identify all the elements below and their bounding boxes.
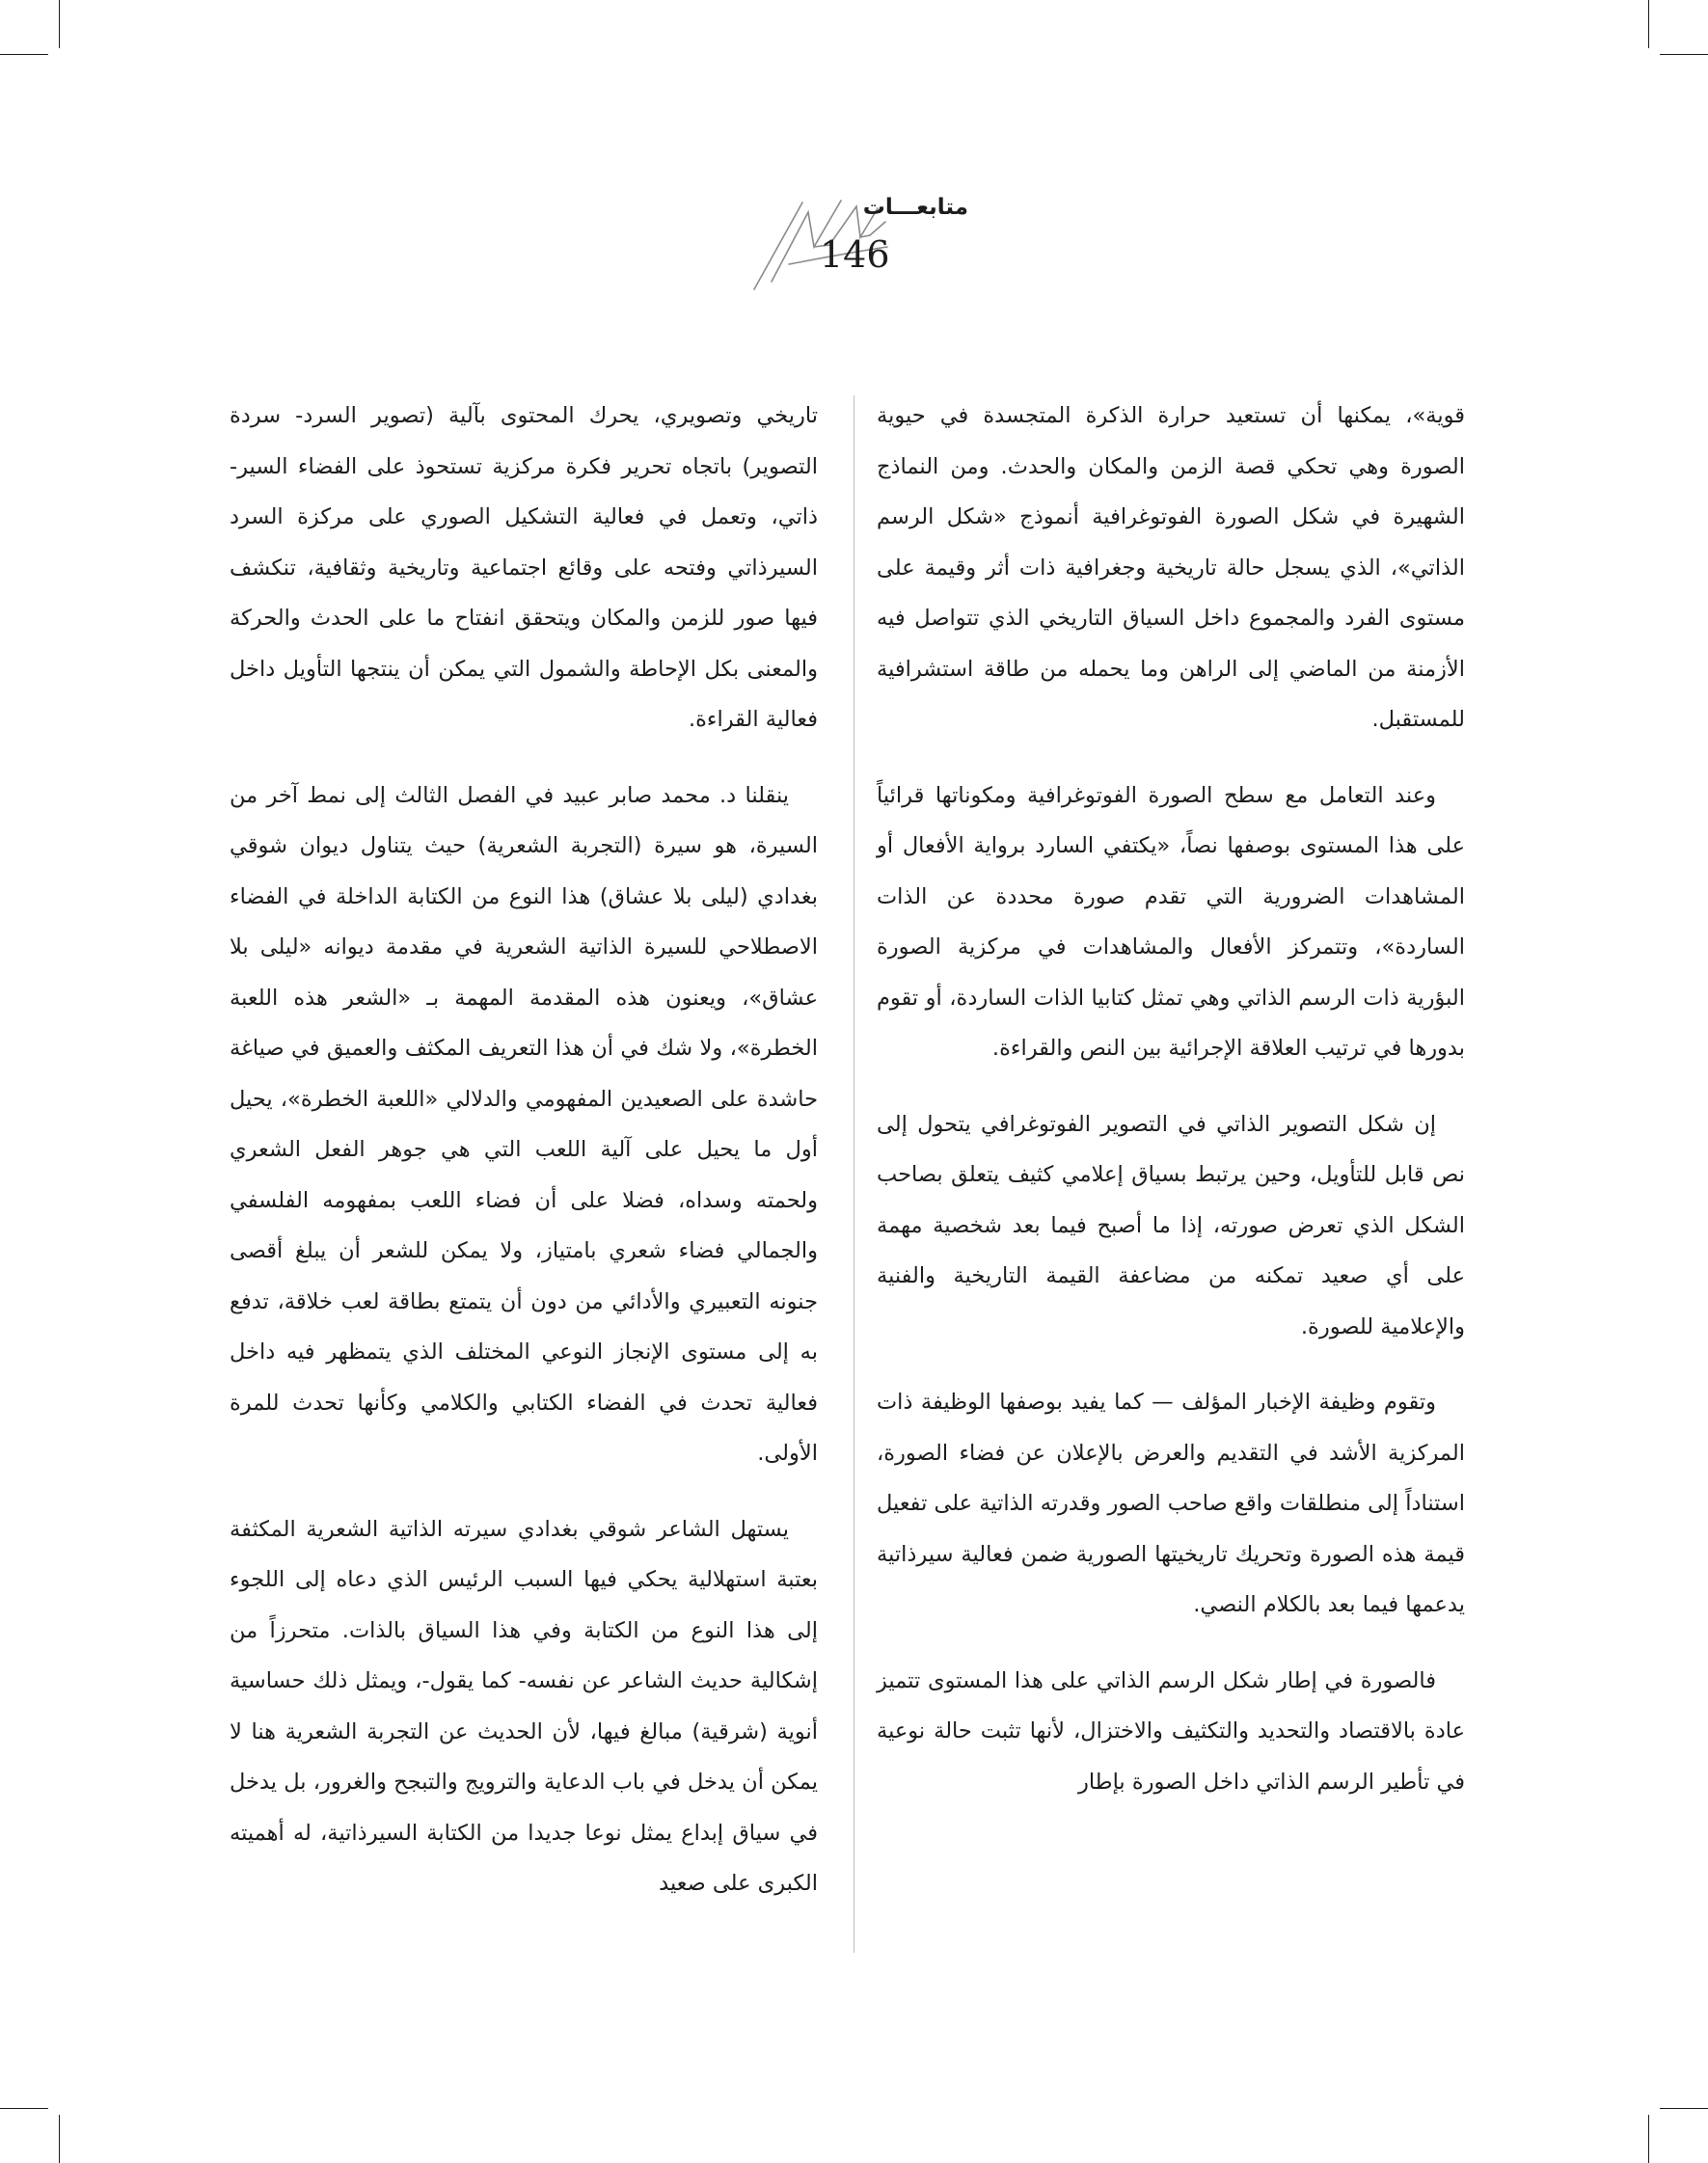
paragraph: فالصورة في إطار شكل الرسم الذاتي على هذا المستوى تتميز عادة بالاقتصاد والتحديد والتكثيف والاختزال، لأنها تثبت حالة نوعية في تأطير الرسم الذاتي داخل الصورة بإطار bbox=[877, 1667, 1465, 1795]
crop-mark bbox=[1660, 54, 1708, 55]
paragraph: قوية»، يمكنها أن تستعيد حرارة الذكرة المتجسدة في حيوية الصورة وهي تحكي قصة الزمن والمكان والحدث. ومن النماذج الشهيرة في شكل الصورة الفوتوغرافية أنموذج «شكل الرسم الذاتي»، الذي يسجل حالة تاريخية وجغرافية ذات أثر وقيمة على مستوى الفرد والمجموع داخل السياق التاريخي الذي تتواصل فيه الأزمنة من الماضي إلى الراهن وما يحمله من طاقة استشرافية للمستقبل. bbox=[877, 403, 1465, 732]
paragraph: تاريخي وتصويري، يحرك المحتوى بآلية (تصوير السرد- سردة التصوير) باتجاه تحرير فكرة مركزية تستحوذ على الفضاء السير- ذاتي، وتعمل في فعالية التشكيل الصوري على مركزة السرد السيرذاتي وفتحه على وقائع اجتماعية وتاريخية وثقافية، تنكشف فيها صور للزمن والمكان ويتحقق انفتاح ما على الحدث والحركة والمعنى بكل الإحاطة والشمول التي يمكن أن ينتجها التأويل داخل فعالية القراءة. bbox=[230, 403, 818, 732]
left-column bbox=[230, 391, 818, 1934]
right-column bbox=[877, 391, 1465, 1832]
crop-mark bbox=[59, 2115, 60, 2163]
paragraph: إن شكل التصوير الذاتي في التصوير الفوتوغرافي يتحول إلى نص قابل للتأويل، وحين يرتبط بسياق إعلامي كثيف يتعلق بصاحب الشكل الذي تعرض صورته، إذا ما أصبح فيما بعد شخصية مهمة على أي صعيد تمكنه من مضاعفة القيمة التاريخية والفنية والإعلامية للصورة. bbox=[877, 1111, 1465, 1339]
page-number: 146 bbox=[820, 233, 890, 276]
page-header bbox=[733, 189, 984, 295]
paragraph: يستهل الشاعر شوقي بغدادي سيرته الذاتية الشعرية المكثفة بعتبة استهلالية يحكي فيها السبب الرئيس الذي دعاه إلى اللجوء إلى هذا النوع من الكتابة وفي هذا السياق بالذات. متحرزاً من إشكالية حديث الشاعر عن نفسه- كما يقول-، ويمثل ذلك حساسية أنوية (شرقية) مبالغ فيها، لأن الحديث عن التجربة الشعرية هنا لا يمكن أن يدخل في باب الدعاية والترويج والتبجح والغرور، بل يدخل في سياق إبداع يمثل نوعا جديدا من الكتابة السيرذاتية، له أهميته الكبرى على صعيد bbox=[230, 1516, 818, 1896]
section-label: متابعـــات bbox=[862, 195, 968, 220]
paragraph: ينقلنا د. محمد صابر عبيد في الفصل الثالث إلى نمط آخر من السيرة، هو سيرة (التجربة الشعرية) حيث يتناول ديوان شوقي بغدادي (ليلى بلا عشاق) هذا النوع من الكتابة الداخلة في الفضاء الاصطلاحي للسيرة الذاتية الشعرية في مقدمة ديوانه «ليلى بلا عشاق»، ويعنون هذه المقدمة المهمة بـ «الشعر هذه اللعبة الخطرة»، ولا شك في أن هذا التعريف المكثف والعميق في صياغة حاشدة على الصعيدين المفهومي والدلالي «اللعبة الخطرة»، يحيل أول ما يحيل على آلية اللعب التي هي جوهر الفعل الشعري ولحمته وسداه، فضلا على أن فضاء اللعب بمفهومه الفلسفي والجمالي فضاء شعري بامتياز، ولا يمكن للشعر أن يبلغ أقصى جنونه التعبيري والأدائي من دون أن يتمتع بطاقة لعب خلاقة، تدفع به إلى مستوى الإنجاز النوعي المختلف الذي يتمظهر فيه داخل فعالية تحدث في الفضاء الكتابي والكلامي وكأنها تحدث للمرة الأولى. bbox=[230, 782, 818, 1466]
paragraph: وعند التعامل مع سطح الصورة الفوتوغرافية ومكوناتها قرائياً على هذا المستوى بوصفها نصاً، «يكتفي السارد برواية الأفعال أو المشاهدات الضرورية التي تقدم صورة محددة عن الذات الساردة»، وتتمركز الأفعال والمشاهدات في مركزية الصورة البؤرية ذات الرسم الذاتي وهي تمثل كتابيا الذات الساردة، أو تقوم بدورها في ترتيب العلاقة الإجرائية بين النص والقراءة. bbox=[877, 782, 1465, 1061]
crop-mark bbox=[59, 0, 60, 48]
crop-mark bbox=[1660, 2108, 1708, 2109]
crop-mark bbox=[1648, 0, 1649, 48]
crop-mark bbox=[0, 2108, 48, 2109]
crop-mark bbox=[1648, 2115, 1649, 2163]
crop-mark bbox=[0, 54, 48, 55]
paragraph: وتقوم وظيفة الإخبار المؤلف — كما يفيد بوصفها الوظيفة ذات المركزية الأشد في التقديم والعرض بالإعلان عن فضاء الصورة، استناداً إلى منطلقات واقع صاحب الصور وقدرته الذاتية على تفعيل قيمة هذه الصورة وتحريك تاريخيتها الصورية ضمن فعالية سيرذاتية يدعمها فيما بعد بالكلام النصي. bbox=[877, 1390, 1465, 1617]
